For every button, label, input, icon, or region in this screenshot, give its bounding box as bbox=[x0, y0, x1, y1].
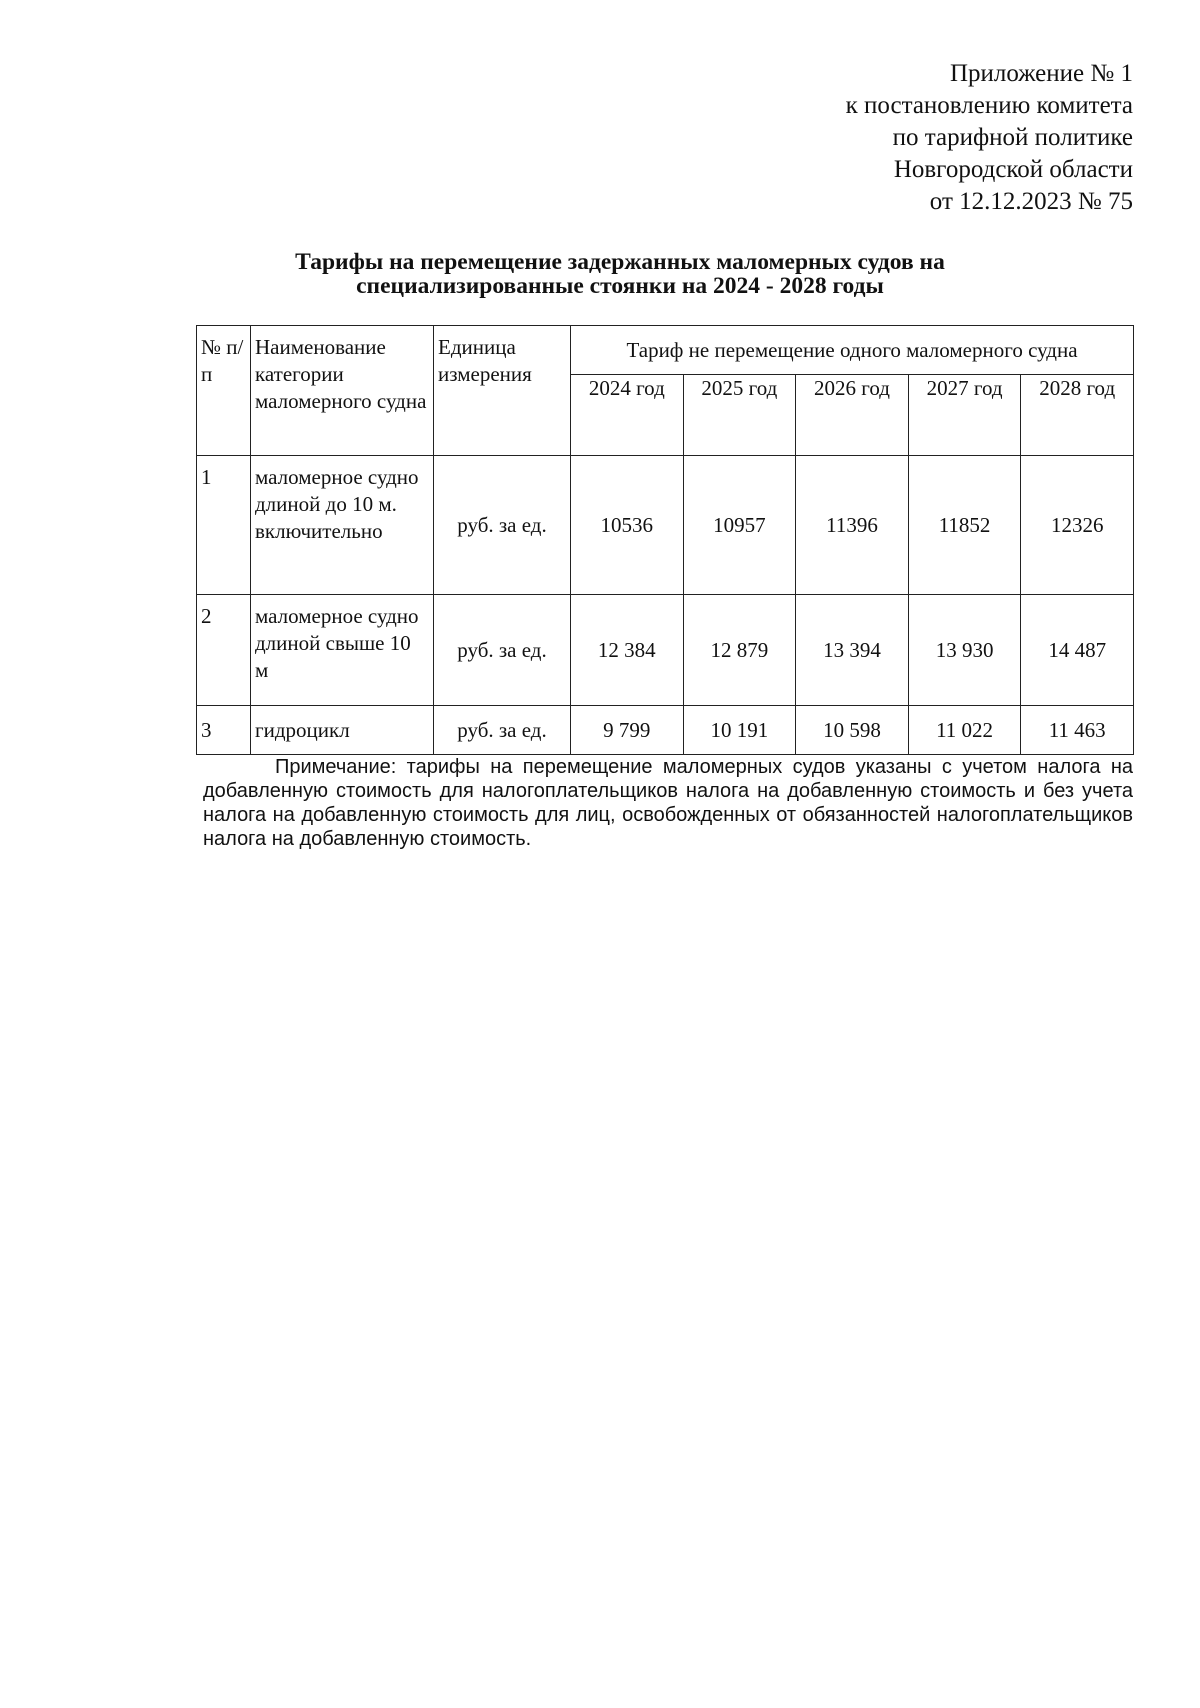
row-value-2026: 13 394 bbox=[796, 595, 909, 706]
row-value-2027: 11 022 bbox=[908, 706, 1021, 755]
row-value-2025: 10957 bbox=[683, 456, 796, 595]
row-value-2026: 10 598 bbox=[796, 706, 909, 755]
approval-line-resolution: к постановлению комитета bbox=[845, 92, 1133, 119]
title-line-1: Тарифы на перемещение задержанных маломерных судов на bbox=[295, 249, 945, 275]
tariffs-table bbox=[196, 325, 1134, 755]
table-row bbox=[197, 706, 1134, 755]
header-year-2025: 2025 год bbox=[683, 375, 796, 456]
row-num: 1 bbox=[197, 456, 251, 595]
approval-line-committee: по тарифной политике bbox=[892, 124, 1133, 151]
row-value-2027: 11852 bbox=[908, 456, 1021, 595]
row-value-2024: 12 384 bbox=[571, 595, 684, 706]
row-num: 2 bbox=[197, 595, 251, 706]
header-year-2027: 2027 год bbox=[908, 375, 1021, 456]
document-title bbox=[180, 250, 1060, 298]
row-value-2024: 9 799 bbox=[571, 706, 684, 755]
row-value-2025: 10 191 bbox=[683, 706, 796, 755]
row-value-2024: 10536 bbox=[571, 456, 684, 595]
table-note: Примечание: тарифы на перемещение маломерных судов указаны с учетом налога на добавленную стоимость для налогоплательщиков налога на добавленную стоимость и без учета налога на добавленную стоимость для лиц, освобожденных от обязанностей налогоплательщиков налога на добавленную стоимость. bbox=[203, 756, 1133, 850]
row-unit: руб. за ед. bbox=[434, 456, 571, 595]
table-header-row bbox=[197, 326, 1134, 375]
header-name: Наименование категории маломерного судна bbox=[251, 326, 434, 456]
row-value-2028: 12326 bbox=[1021, 456, 1134, 595]
row-name: гидроцикл bbox=[251, 706, 434, 755]
row-value-2026: 11396 bbox=[796, 456, 909, 595]
approval-line-region: Новгородской области bbox=[893, 156, 1133, 183]
header-year-2028: 2028 год bbox=[1021, 375, 1134, 456]
row-value-2025: 12 879 bbox=[683, 595, 796, 706]
row-value-2027: 13 930 bbox=[908, 595, 1021, 706]
row-unit: руб. за ед. bbox=[434, 595, 571, 706]
header-num: № п/п bbox=[197, 326, 251, 456]
header-year-2024: 2024 год bbox=[571, 375, 684, 456]
approval-line-date: от 12.12.2023 № 75 bbox=[929, 188, 1133, 215]
approval-block bbox=[673, 58, 1133, 218]
table-row bbox=[197, 595, 1134, 706]
table-row bbox=[197, 456, 1134, 595]
title-line-2: специализированные стоянки на 2024 - 2028 годы bbox=[356, 273, 884, 299]
row-value-2028: 11 463 bbox=[1021, 706, 1134, 755]
row-name: маломерное судно длиной до 10 м. включительно bbox=[251, 456, 434, 595]
header-unit: Единица измерения bbox=[434, 326, 571, 456]
row-unit: руб. за ед. bbox=[434, 706, 571, 755]
header-tariff: Тариф не перемещение одного маломерного судна bbox=[571, 326, 1134, 375]
header-year-2026: 2026 год bbox=[796, 375, 909, 456]
row-value-2028: 14 487 bbox=[1021, 595, 1134, 706]
row-name: маломерное судно длиной свыше 10 м bbox=[251, 595, 434, 706]
approval-line-appendix: Приложение № 1 bbox=[949, 60, 1133, 87]
row-num: 3 bbox=[197, 706, 251, 755]
